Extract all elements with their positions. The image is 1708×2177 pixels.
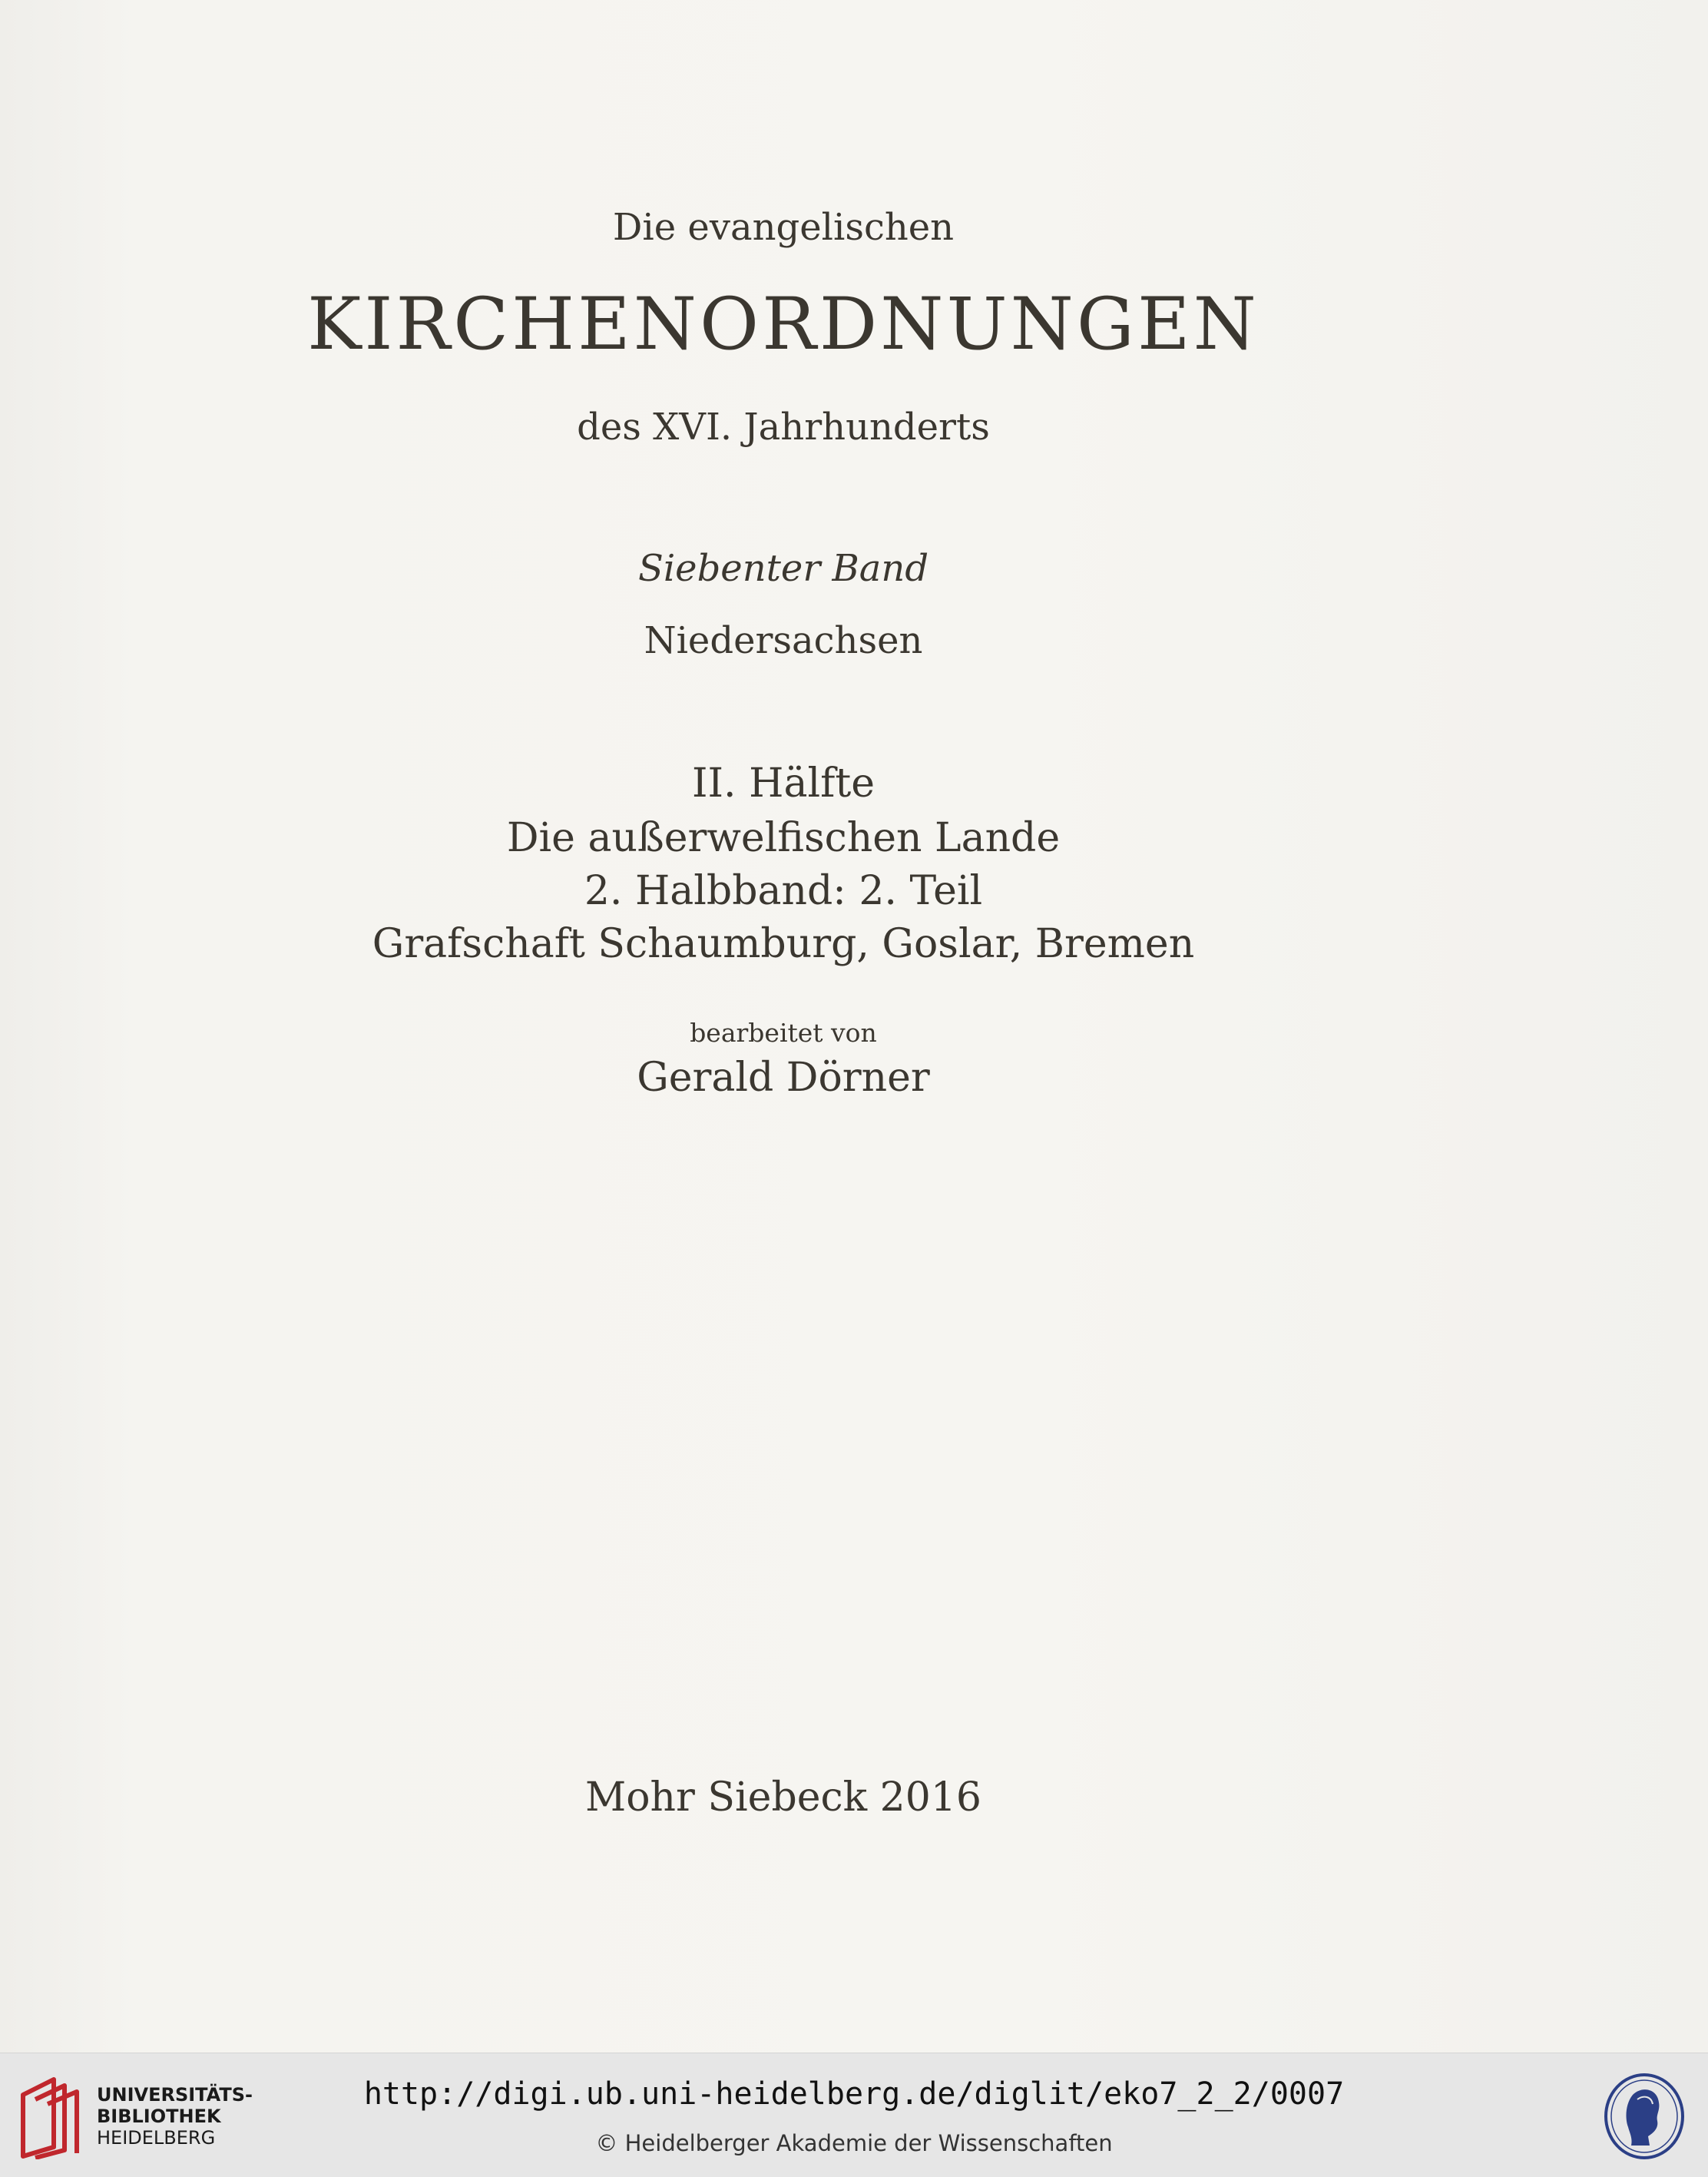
editor-name: Gerald Dörner <box>637 1055 930 1101</box>
academy-seal-icon[interactable] <box>1602 2072 1686 2161</box>
logo-line-1: UNIVERSITÄTS- <box>97 2084 253 2106</box>
copyright-notice: © Heidelberger Akademie der Wissenschaften <box>595 2130 1113 2156</box>
publisher-imprint: Mohr Siebeck 2016 <box>584 1774 981 1821</box>
main-title: KIRCHENORDNUNGEN <box>307 283 1259 366</box>
half-label: II. Hälfte <box>691 760 876 807</box>
halfband-label: 2. Halbband: 2. Teil <box>584 868 983 914</box>
viewer-footer <box>0 2053 1708 2177</box>
lands-label: Die außerwelfischen Lande <box>506 815 1061 861</box>
region-label: Niedersachsen <box>644 619 923 662</box>
logo-line-3: HEIDELBERG <box>97 2127 216 2149</box>
permalink-url[interactable]: http://digi.ub.uni-heidelberg.de/diglit/eko7_2_2/0007 <box>363 2076 1345 2112</box>
logo-line-2: BIBLIOTHEK <box>97 2106 221 2127</box>
territories-label: Grafschaft Schaumburg, Goslar, Bremen <box>372 921 1195 967</box>
century-subtitle: des XVI. Jahrhunderts <box>577 406 990 449</box>
volume-label: Siebenter Band <box>637 547 929 590</box>
edited-by-label: bearbeitet von <box>690 1018 877 1048</box>
series-prefix: Die evangelischen <box>612 206 955 249</box>
